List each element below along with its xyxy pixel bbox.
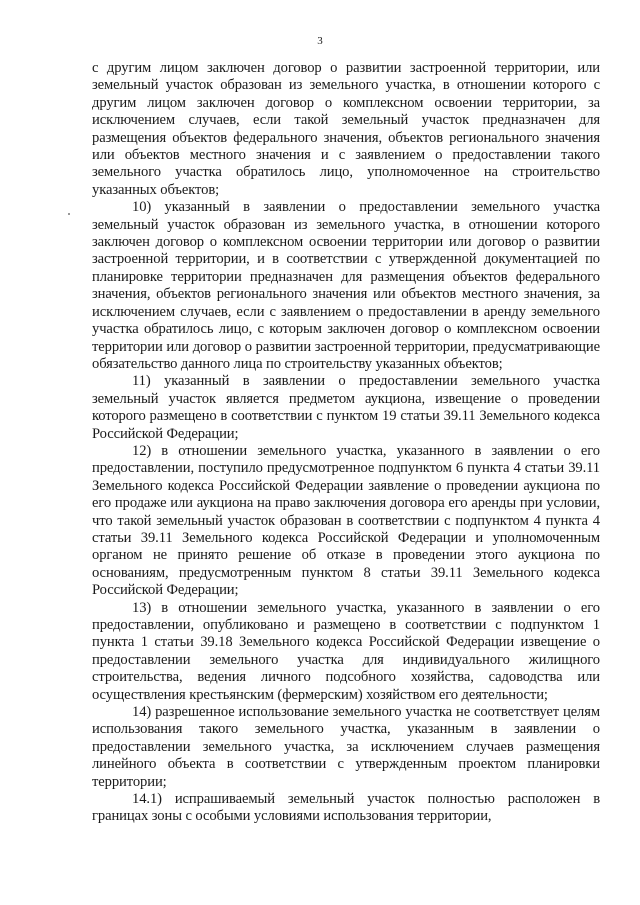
paragraph-item-13: 13) в отношении земельного участка, указанного в заявлении о его предоставлении, опубликовано и размещено в соответствии с подпунктом 1 пункта 1 статьи 39.18 Земельного кодекса Российской Федерации извещение о предоставлении земельного участка для индивидуального жилищного строительства, ведения личного подсобного хозяйства, садоводства или осуществления крестьянским (фермерским) хозяйством его деятельности; bbox=[92, 599, 600, 703]
paragraph-item-14: 14) разрешенное использование земельного участка не соответствует целям использования такого земельного участка, указанным в заявлении о предоставлении земельного участка, за исключением случаев размещения линейного объекта в соответствии с утвержденным проектом планировки территории; bbox=[92, 704, 600, 790]
paragraph-item-14-1: 14.1) испрашиваемый земельный участок полностью расположен в границах зоны с особыми условиями использования территории, bbox=[92, 791, 600, 825]
paragraph-continuation: с другим лицом заключен договор о развитии застроенной территории, или земельный участок образован из земельного участка, в отношении которого с другим лицом заключен договор о комплексном освоении территории, за исключением случаев, если такой земельный участок предназначен для размещения объектов федерального значения, объектов регионального значения или объектов местного значения и с заявлением о предоставлении такого земельного участка обратилось лицо, уполномоченное на строительство указанных объектов; bbox=[92, 60, 600, 198]
paragraph-item-12: 12) в отношении земельного участка, указанного в заявлении о его предоставлении, поступило предусмотренное подпунктом 6 пункта 4 статьи 39.11 Земельного кодекса Российской Федерации заявление о проведении аукциона по его продаже или аукциона на право заключения договора его аренды при условии, что такой земельный участок образован в соответствии с подпунктом 4 пункта 4 статьи 39.11 Земельного кодекса Российской Федерации и уполномоченным органом не принято решение об отказе в проведении этого аукциона по основаниям, предусмотренным пунктом 8 статьи 39.11 Земельного кодекса Российской Федерации; bbox=[92, 442, 600, 599]
document-body bbox=[92, 60, 600, 826]
paragraph-item-10: 10) указанный в заявлении о предоставлении земельного участка земельный участок образован из земельного участка, в отношении которого заключен договор о комплексном освоении территории или договор о развитии застроенной территории, и в соответствии с утвержденной документацией по планировке территории предназначен для размещения объектов федерального значения, объектов регионального значения или объектов местного значения, за исключением случаев, если с заявлением о предоставлении в аренду земельного участка обратилось лицо, с которым заключен договор о комплексном освоении территории или договор о развитии застроенной территории, предусматривающие обязательство данного лица по строительству указанных объектов; bbox=[92, 199, 600, 372]
scan-speck bbox=[68, 213, 70, 215]
page-number: 3 bbox=[317, 35, 323, 47]
paragraph-item-11: 11) указанный в заявлении о предоставлении земельного участка земельный участок является предметом аукциона, извещение о проведении которого размещено в соответствии с пунктом 19 статьи 39.11 Земельного кодекса Российской Федерации; bbox=[92, 373, 600, 442]
